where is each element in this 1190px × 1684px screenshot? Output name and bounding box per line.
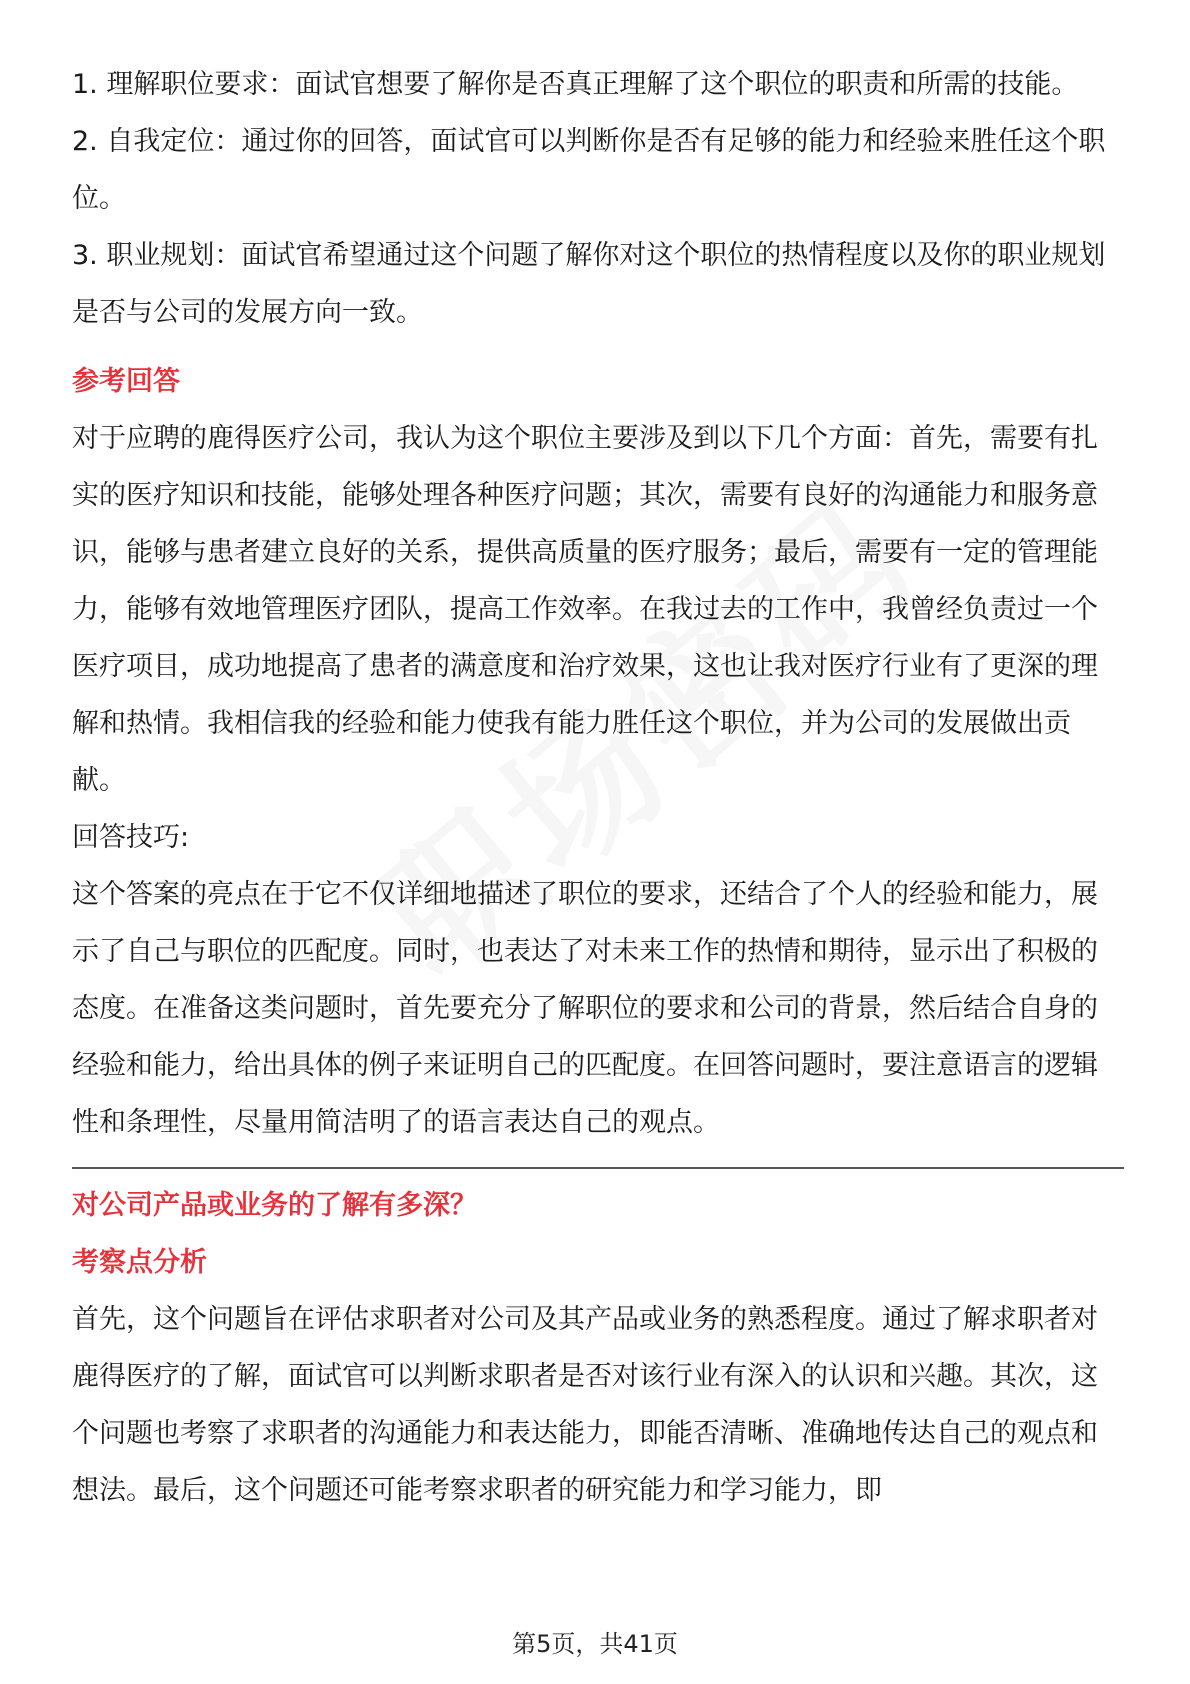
analysis-heading: 考察点分析 [72, 1247, 207, 1278]
question-heading: 对公司产品或业务的了解有多深？ [72, 1190, 477, 1221]
section-divider [72, 1167, 1124, 1169]
tips-text: 这个答案的亮点在于它不仅详细地描述了职位的要求，还结合了个人的经验和能力，展示了自己与职位的匹配度。同时，也表达了对未来工作的热情和期待，显示出了积极的态度。在准备这类问题时，首先要充分了解职位的要求和公司的背景，然后结合自身的经验和能力，给出具体的例子来证明自己的匹配度。在回答问题时，要注意语言的逻辑性和条理性，尽量用简洁明了的语言表达自己的观点。 [72, 879, 1098, 1138]
list-item-1: 1. 理解职位要求：面试官想要了解你是否真正理解了这个职位的职责和所需的技能。 [72, 69, 1079, 100]
analysis-text: 首先，这个问题旨在评估求职者对公司及其产品或业务的熟悉程度。通过了解求职者对鹿得医疗的了解，面试官可以判断求职者是否对该行业有深入的认识和兴趣。其次，这个问题也考察了求职者的沟通能力和表达能力，即能否清晰、准确地传达自己的观点和想法。最后，这个问题还可能考察求职者的研究能力和学习能力，即 [72, 1304, 1098, 1506]
list-item-2: 2. 自我定位：通过你的回答，面试官可以判断你是否有足够的能力和经验来胜任这个职位。 [72, 126, 1106, 214]
reference-answer-heading: 参考回答 [72, 366, 180, 397]
reference-answer-text: 对于应聘的鹿得医疗公司，我认为这个职位主要涉及到以下几个方面：首先，需要有扎实的医疗知识和技能，能够处理各种医疗问题；其次，需要有良好的沟通能力和服务意识，能够与患者建立良好的关系，提供高质量的医疗服务；最后，需要有一定的管理能力，能够有效地管理医疗团队，提高工作效率。在我过去的工作中，我曾经负责过一个医疗项目，成功地提高了患者的满意度和治疗效果，这也让我对医疗行业有了更深的理解和热情。我相信我的经验和能力使我有能力胜任这个职位，并为公司的发展做出贡献。 [72, 423, 1098, 796]
page-footer: 第5页，共41页 [512, 1630, 678, 1658]
document-body [72, 56, 1124, 1519]
list-item-3: 3. 职业规划：面试官希望通过这个问题了解你对这个职位的热情程度以及你的职业规划是否与公司的发展方向一致。 [72, 240, 1106, 328]
tips-label: 回答技巧: [72, 822, 190, 853]
